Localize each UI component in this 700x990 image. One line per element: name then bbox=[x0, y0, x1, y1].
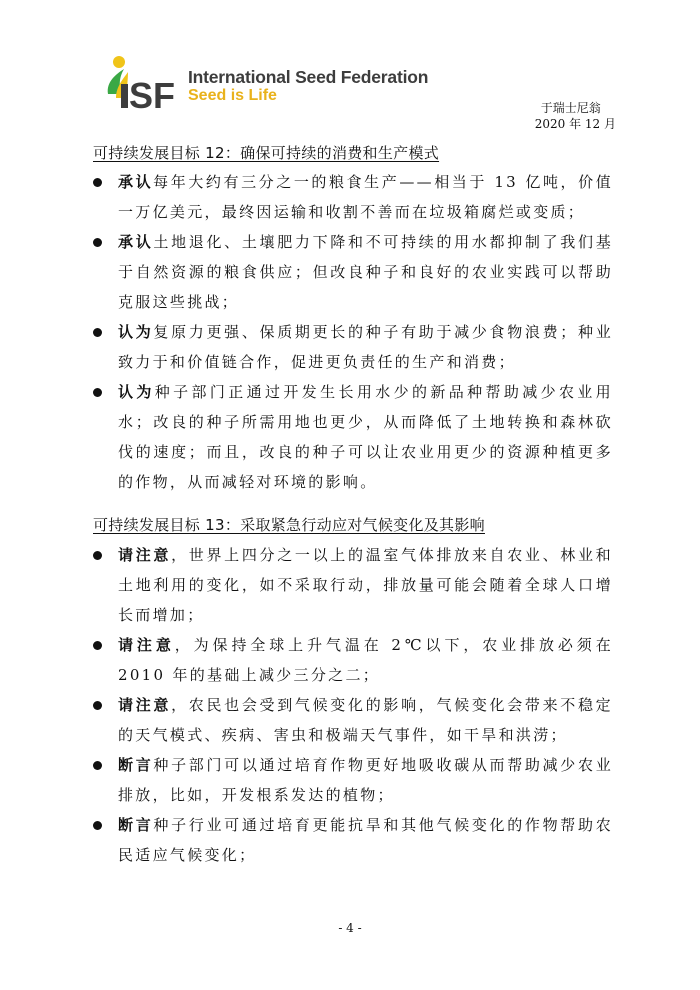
list-item: 断言种子部门可以通过培育作物更好地吸收碳从而帮助减少农业排放，比如，开发根系发达的植物； bbox=[93, 750, 613, 810]
bullet-icon bbox=[93, 328, 102, 337]
section-heading-sdg13: 可持续发展目标 13：采取紧急行动应对气候变化及其影响 bbox=[93, 516, 485, 534]
sdg13-list bbox=[93, 540, 613, 870]
bullet-icon bbox=[93, 701, 102, 710]
list-item: 承认每年大约有三分之一的粮食生产——相当于 13 亿吨，价值一万亿美元，最终因运输和收割不善而在垃圾箱腐烂或变质； bbox=[93, 167, 613, 227]
list-item: 请注意，为保持全球上升气温在 2℃以下，农业排放必须在 2010 年的基础上减少三分之二； bbox=[93, 630, 613, 690]
list-item: 请注意，世界上四分之一以上的温室气体排放来自农业、林业和土地利用的变化，如不采取行动，排放量可能会随着全球人口增长而增加； bbox=[93, 540, 613, 630]
list-item: 认为复原力更强、保质期更长的种子有助于减少食物浪费；种业致力于和价值链合作，促进更负责任的生产和消费； bbox=[93, 317, 613, 377]
location: 于瑞士尼翁 bbox=[540, 101, 601, 115]
isf-logo-mark-icon bbox=[104, 54, 179, 110]
list-item: 认为种子部门正通过开发生长用水少的新品种帮助减少农业用水；改良的种子所需用地也更少，从而降低了土地转换和森林砍伐的速度；而且，改良的种子可以让农业用更少的资源种植更多的作物，从而减轻对环境的影响。 bbox=[93, 377, 613, 497]
bullet-icon bbox=[93, 551, 102, 560]
page-number: - 4 - bbox=[338, 921, 362, 935]
section-heading-sdg12: 可持续发展目标 12：确保可持续的消费和生产模式 bbox=[93, 144, 440, 162]
list-item: 请注意，农民也会受到气候变化的影响，气候变化会带来不稳定的天气模式、疾病、害虫和极端天气事件，如干旱和洪涝； bbox=[93, 690, 613, 750]
bullet-icon bbox=[93, 178, 102, 187]
svg-text:SF: SF bbox=[129, 75, 176, 110]
bullet-icon bbox=[93, 641, 102, 650]
org-tagline: Seed is Life bbox=[188, 87, 277, 104]
document-meta bbox=[535, 100, 616, 132]
sdg12-list bbox=[93, 167, 613, 497]
bullet-icon bbox=[93, 821, 102, 830]
isf-logo bbox=[104, 54, 429, 110]
list-item: 承认土地退化、土壤肥力下降和不可持续的用水都抑制了我们基于自然资源的粮食供应；但改良种子和良好的农业实践可以帮助克服这些挑战； bbox=[93, 227, 613, 317]
list-item: 断言种子行业可通过培育更能抗旱和其他气候变化的作物帮助农民适应气候变化； bbox=[93, 810, 613, 870]
bullet-icon bbox=[93, 388, 102, 397]
org-name: International Seed Federation bbox=[188, 67, 429, 87]
bullet-icon bbox=[93, 238, 102, 247]
bullet-icon bbox=[93, 761, 102, 770]
date: 2020 年 12 月 bbox=[534, 117, 616, 131]
